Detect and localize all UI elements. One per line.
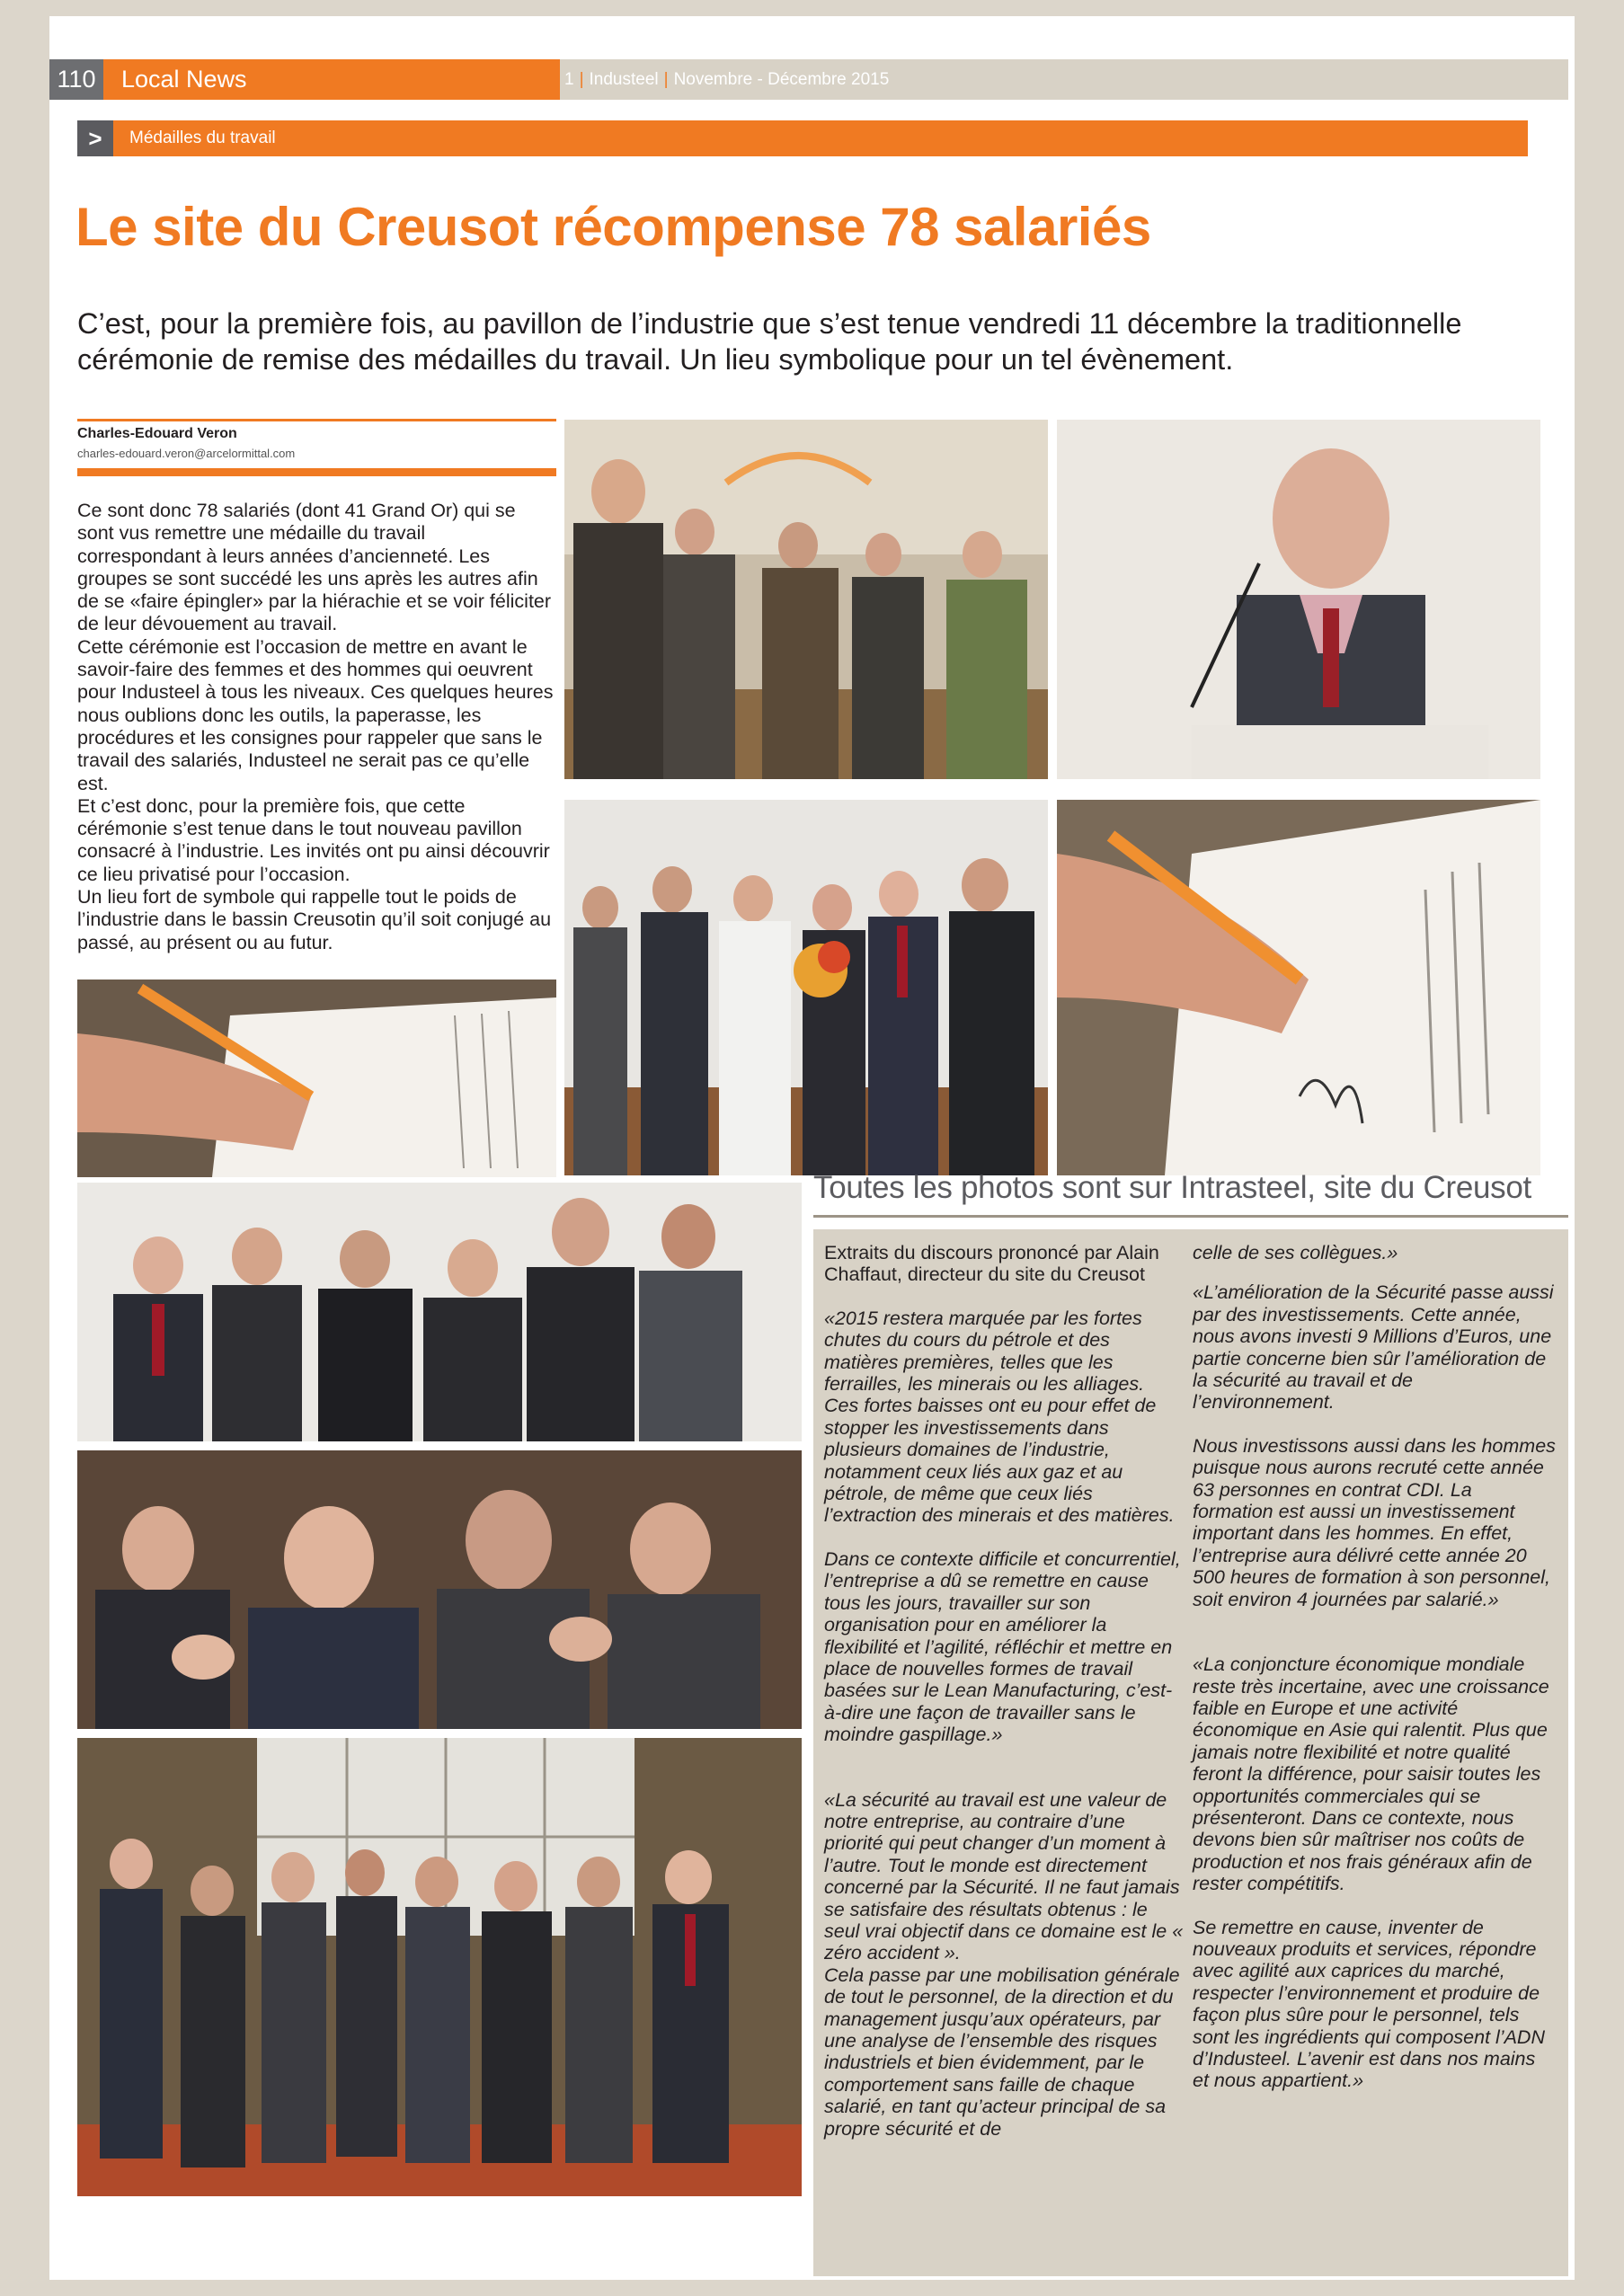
separator: | [579, 70, 584, 89]
speech-intro: Extraits du discours prononcé par Alain Chaffaut, directeur du site du Creusot [824, 1242, 1159, 1286]
speech-paragraph: «La sécurité au travail est une valeur de notre entreprise, au contraire d’une priorité qui peut changer d’un moment à l’autre. Tout le monde est directement concerné par la Sécurité. Il ne faut jamais se satisfaire des résultats obtenus : le seul vrai objectif dans ce domaine est le « zéro accident ». [824, 1788, 1184, 1964]
speech-paragraph: celle de ses collègues.» [1193, 1242, 1398, 1263]
page-number: 110 [49, 59, 103, 100]
photo-audience [77, 1450, 802, 1729]
photo-reception [564, 420, 1048, 779]
caption-divider [813, 1215, 1568, 1218]
speech-paragraph: Nous investissons aussi dans les hommes puisque nous aurons recruté cette année 63 personnes en contrat CDI. La formation est aussi un investissement important dans les hommes. En effet, l’entreprise aura délivré cette année 20 500 heures de formation à son personnel, soit environ 4 journées par salarié.» [1193, 1434, 1556, 1610]
byline-divider [77, 419, 556, 421]
body-paragraph: Cette cérémonie est l’occasion de mettre en avant le savoir-faire des femmes et des hommes qui oeuvrent pour Industeel à tous les niveaux. Ces quelques heures nous oublions donc les outils, la paperasse, les procédures et les consignes pour rappeler que sans le travail des salariés, Industeel ne serait pas ce qu’elle est. [77, 635, 554, 794]
photo-group-flowers [564, 800, 1048, 1175]
issue-info [564, 59, 889, 100]
body-paragraph: Ce sont donc 78 salariés (dont 41 Grand Or) qui se sont vus remettre une médaille du travail correspondant à leurs années d’ancienneté. Les groupes se sont succédé les uns après les autres afin de se «faire épingler» par la hiérachie et se voir féliciter de leur dévouement au travail. [77, 500, 552, 635]
author-name: Charles-Edouard Veron [77, 426, 237, 441]
issue-number: 1 [564, 70, 574, 89]
separator: | [663, 70, 669, 89]
speech-paragraph: Dans ce contexte difficile et concurrentiel, l’entreprise a dû se remettre en cause tous les jours, travailler sur son organisation pour en améliorer la flexibilité et l’agilité, réfléchir et mettre en place de nouvelles formes de travail basées sur le Lean Manufacturing, c’est-à-dire une façon de travailler sans le moindre gaspillage.» [824, 1547, 1181, 1746]
speech-paragraph: «La conjoncture économique mondiale reste très incertaine, avec une croissance faible en Europe et une activité économique en Asie qui ralentit. Plus que jamais notre flexibilité et notre qualité feront la différence, pour saisir toutes les opportunités commerciales qui se présenteront. Dans ce contexte, nous devons bien sûr maîtriser nos coûts de production et nos frais généraux afin de rester compétitifs. [1193, 1653, 1549, 1895]
article-title: Le site du Creusot récompense 78 salariés [75, 197, 1151, 257]
photo-signing [1057, 800, 1540, 1175]
speech-column-left [824, 1242, 1184, 2140]
chevron-right-icon: > [77, 120, 113, 156]
article-lead: C’est, pour la première fois, au pavillon de l’industrie que s’est tenue vendredi 11 décembre la traditionnelle cérémonie de remise des médailles du travail. Un lieu symbolique pour un tel évènement. [77, 307, 1462, 376]
publication-name: Industeel [589, 70, 659, 89]
author-email: charles-edouard.veron@arcelormittal.com [77, 447, 296, 460]
photos-caption: Toutes les photos sont sur Intrasteel, site du Creusot [813, 1170, 1531, 1205]
photo-recipients-row [77, 1183, 802, 1441]
speech-paragraph: «L’amélioration de la Sécurité passe aussi par des investissements. Cette année, nous avons investi 9 Millions d’Euros, une partie concerne bien sûr l’amélioration de la sécurité au travail et de l’environnement. [1193, 1281, 1554, 1414]
speech-paragraph: Se remettre en cause, inventer de nouveaux produits et services, répondre avec agilité aux caprices du marché, respecter l’environnement et produire de façon plus sûre pour le personnel, tels sont les ingrédients qui composent l’ADN d’Industeel. L’avenir est dans nos mains et nous appartient.» [1193, 1916, 1545, 2092]
body-paragraph: Un lieu fort de symbole qui rappelle tout le poids de l’industrie dans le bassin Creusotin qu’il soit conjugé au passé, au présent ou au futur. [77, 886, 552, 953]
rubric-label: Médailles du travail [129, 129, 276, 147]
photo-group-hall [77, 1738, 802, 2196]
byline-divider [77, 468, 556, 476]
speech-column-right [1193, 1242, 1556, 2092]
article-body [77, 500, 554, 954]
photo-signing-small [77, 980, 556, 1177]
speech-paragraph: «2015 restera marquée par les fortes chutes du cours du pétrole et des matières premières, telles que les ferrailles, les minerais ou les alliages. Ces fortes baisses ont eu pour effet de stopper les investissements dans plusieurs domaines de l’industrie, notamment ceux liés aux gaz et au pétrole, de même que ceux liés l’extraction des minerais et des matières. [824, 1307, 1175, 1527]
issue-date: Novembre - Décembre 2015 [673, 70, 890, 89]
section-title: Local News [103, 59, 560, 100]
photo-speaker [1057, 420, 1540, 779]
rubric-bar [77, 120, 1528, 156]
speech-paragraph: Cela passe par une mobilisation générale de tout le personnel, de la direction et du management jusqu’aux opérateurs, par une analyse de l’ensemble des risques industriels et bien évidemment, par le comportement sans faille de chaque salarié, en tant qu’acteur principal de sa propre sécurité et de [824, 1964, 1180, 2140]
body-paragraph: Et c’est donc, pour la première fois, que cette cérémonie s’est tenue dans le tout nouveau pavillon consacré à l’industrie. Les invités ont pu ainsi découvrir ce lieu privatisé pour l’occasion. [77, 794, 550, 885]
